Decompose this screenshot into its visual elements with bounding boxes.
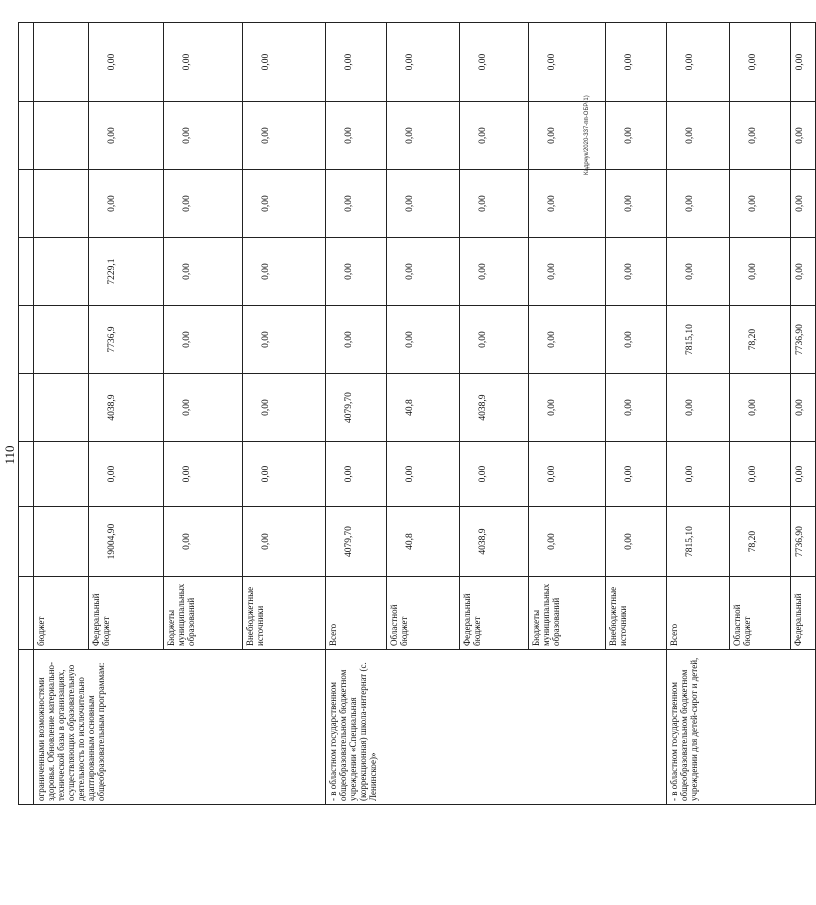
value-cell: 0,00 xyxy=(89,102,164,170)
value-cell: 0,00 xyxy=(667,170,730,238)
value-cell: 0,00 xyxy=(667,374,730,442)
funding-source: Областной бюджет xyxy=(387,577,460,650)
value-cell: 0,00 xyxy=(667,442,730,507)
value-cell: 0,00 xyxy=(791,238,816,306)
value-cell: 0,00 xyxy=(730,102,791,170)
table-row xyxy=(667,23,730,805)
value-cell: 0,00 xyxy=(89,170,164,238)
value-cell: 0,00 xyxy=(243,374,326,442)
value-cell: 4038,9 xyxy=(89,374,164,442)
value-cell: 0,00 xyxy=(460,238,529,306)
value-cell: 0,00 xyxy=(460,442,529,507)
row-description: - в областном государственном общеобразовательном бюджетном учреждении для детей-сирот и детей, xyxy=(667,650,816,805)
value-cell: 0,00 xyxy=(606,306,667,374)
value-cell: 7736,9 xyxy=(89,306,164,374)
value-cell: 0,00 xyxy=(243,306,326,374)
funding-source: Всего xyxy=(326,577,387,650)
value-cell: 7815,10 xyxy=(667,306,730,374)
value-cell: 0,00 xyxy=(529,507,606,577)
value-cell: 0,00 xyxy=(606,374,667,442)
value-cell: 0,00 xyxy=(606,238,667,306)
value-cell: 0,00 xyxy=(387,102,460,170)
value-cell: 0,00 xyxy=(606,102,667,170)
value-cell: 7736,90 xyxy=(791,306,816,374)
value-cell: 4038,9 xyxy=(460,507,529,577)
funding-source: Внебюджетные источники xyxy=(606,577,667,650)
value-cell: 0,00 xyxy=(387,442,460,507)
funding-source: Всего xyxy=(667,577,730,650)
value-cell: 0,00 xyxy=(529,102,606,170)
budget-table xyxy=(18,22,816,805)
value-cell: 0,00 xyxy=(667,238,730,306)
value-cell: 0,00 xyxy=(460,23,529,102)
value-cell: 0,00 xyxy=(667,23,730,102)
value-cell: 78,20 xyxy=(730,507,791,577)
value-cell xyxy=(34,374,89,442)
value-cell: 19004,90 xyxy=(89,507,164,577)
funding-source: бюджет xyxy=(34,577,89,650)
value-cell: 4079,70 xyxy=(326,507,387,577)
value-cell: 78,20 xyxy=(730,306,791,374)
value-cell xyxy=(34,102,89,170)
value-cell xyxy=(34,170,89,238)
value-cell xyxy=(34,442,89,507)
value-cell: 0,00 xyxy=(326,170,387,238)
value-cell: 0,00 xyxy=(730,374,791,442)
value-cell: 0,00 xyxy=(387,306,460,374)
value-cell: 0,00 xyxy=(606,23,667,102)
funding-source: Федеральный бюджет xyxy=(89,577,164,650)
value-cell xyxy=(34,306,89,374)
value-cell: 0,00 xyxy=(730,170,791,238)
funding-source: Федеральный xyxy=(791,577,816,650)
value-cell: 0,00 xyxy=(460,306,529,374)
value-cell: 0,00 xyxy=(387,23,460,102)
value-cell: 0,00 xyxy=(791,23,816,102)
value-cell: 0,00 xyxy=(730,23,791,102)
value-cell: 0,00 xyxy=(387,238,460,306)
value-cell: 0,00 xyxy=(606,507,667,577)
value-cell: 7736,90 xyxy=(791,507,816,577)
value-cell: 0,00 xyxy=(243,170,326,238)
value-cell: 0,00 xyxy=(164,374,243,442)
value-cell: 0,00 xyxy=(529,306,606,374)
value-cell: 0,00 xyxy=(529,238,606,306)
value-cell: 40,8 xyxy=(387,507,460,577)
value-cell: 0,00 xyxy=(326,442,387,507)
value-cell: 0,00 xyxy=(89,442,164,507)
value-cell: 0,00 xyxy=(529,170,606,238)
value-cell xyxy=(34,23,89,102)
value-cell: 0,00 xyxy=(326,238,387,306)
footer-code: Кадрчук/2020-337-пп-ОБР(1) xyxy=(584,95,590,175)
funding-source: Бюджеты муниципальных образований xyxy=(164,577,243,650)
value-cell: 40,8 xyxy=(387,374,460,442)
funding-source: Бюджеты муниципальных образований xyxy=(529,577,606,650)
value-cell: 0,00 xyxy=(667,102,730,170)
table-row xyxy=(326,23,387,805)
value-cell: 4079,70 xyxy=(326,374,387,442)
value-cell: 0,00 xyxy=(791,102,816,170)
value-cell: 0,00 xyxy=(460,102,529,170)
value-cell: 0,00 xyxy=(460,170,529,238)
value-cell: 0,00 xyxy=(243,442,326,507)
value-cell: 4038,9 xyxy=(460,374,529,442)
value-cell: 0,00 xyxy=(730,238,791,306)
value-cell: 0,00 xyxy=(606,170,667,238)
value-cell: 0,00 xyxy=(326,306,387,374)
value-cell: 0,00 xyxy=(529,23,606,102)
value-cell: 0,00 xyxy=(243,23,326,102)
table-row xyxy=(19,23,34,805)
value-cell: 0,00 xyxy=(89,23,164,102)
value-cell: 0,00 xyxy=(326,23,387,102)
value-cell: 0,00 xyxy=(164,102,243,170)
value-cell: 0,00 xyxy=(326,102,387,170)
value-cell: 0,00 xyxy=(387,170,460,238)
table-row xyxy=(34,23,89,805)
value-cell: 7815,10 xyxy=(667,507,730,577)
row-description: - в областном государственном общеобразовательном бюджетном учреждении «Специальная (коррекционная) школа-интернат (с. Ленинское)» xyxy=(326,650,667,805)
value-cell: 0,00 xyxy=(730,442,791,507)
value-cell: 0,00 xyxy=(164,507,243,577)
value-cell: 0,00 xyxy=(791,374,816,442)
value-cell: 0,00 xyxy=(164,442,243,507)
value-cell xyxy=(34,238,89,306)
value-cell: 0,00 xyxy=(164,170,243,238)
value-cell xyxy=(34,507,89,577)
value-cell: 0,00 xyxy=(606,442,667,507)
value-cell: 0,00 xyxy=(529,374,606,442)
value-cell: 0,00 xyxy=(243,102,326,170)
value-cell: 0,00 xyxy=(164,238,243,306)
row-description: ограниченными возможностями здоровья. Обновление материально-технической базы в организациях, осуществляющих образовательную деятельность по исключительно адаптированным основным общеобразовательным программам: xyxy=(34,650,326,805)
value-cell: 0,00 xyxy=(243,238,326,306)
value-cell: 0,00 xyxy=(243,507,326,577)
value-cell: 0,00 xyxy=(791,442,816,507)
value-cell: 0,00 xyxy=(164,23,243,102)
funding-source: Внебюджетные источники xyxy=(243,577,326,650)
value-cell: 0,00 xyxy=(791,170,816,238)
funding-source: Федеральный бюджет xyxy=(460,577,529,650)
value-cell: 0,00 xyxy=(164,306,243,374)
value-cell: 0,00 xyxy=(529,442,606,507)
value-cell: 7229,1 xyxy=(89,238,164,306)
page-number: 110 xyxy=(2,445,17,465)
funding-source: Областной бюджет xyxy=(730,577,791,650)
